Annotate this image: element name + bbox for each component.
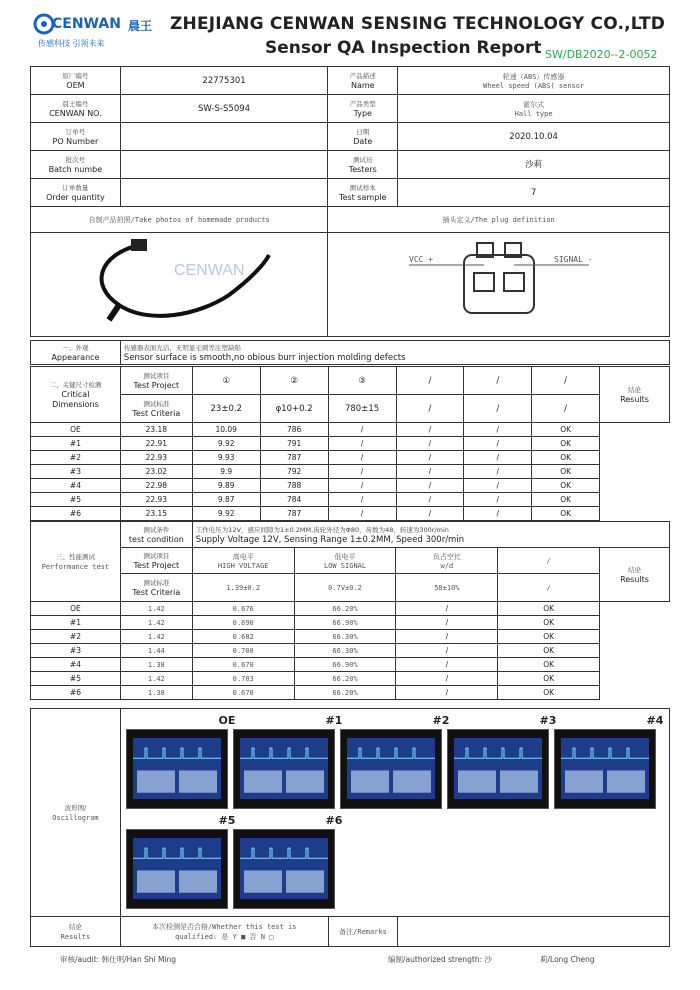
cell-result: OK	[532, 493, 600, 507]
cell-value: 788	[260, 479, 328, 493]
name-label	[328, 67, 398, 95]
logo-slogan: 传感科技 引领未来	[38, 39, 105, 48]
table-cell: /	[464, 367, 532, 395]
cell-value: 1.42	[120, 630, 192, 644]
cell-text: Batch numbe	[48, 164, 103, 174]
cell-value: 791	[260, 437, 328, 451]
cell-empty: /	[396, 479, 464, 493]
table-row	[31, 630, 670, 644]
scope-screen	[240, 838, 328, 899]
remarks-label: 备注/Remarks	[328, 917, 398, 947]
cell-text: 测试条件	[143, 525, 170, 534]
row-id: #2	[31, 630, 121, 644]
cell-value: 792	[260, 465, 328, 479]
table-cell: ①	[192, 367, 260, 395]
results-label	[31, 917, 121, 947]
batch-label	[31, 151, 121, 179]
cell-value: 66.30%	[294, 644, 396, 658]
appearance-table	[30, 340, 670, 365]
table-cell: ②	[260, 367, 328, 395]
cell-value: 0.676	[192, 602, 294, 616]
cell-text: 传感器表面光洁，无明显毛刺等注塑缺陷	[123, 343, 241, 352]
cell-result: OK	[532, 507, 600, 521]
table-row	[31, 423, 670, 437]
table-cell	[120, 522, 192, 548]
cell-text: Sensor surface is smooth,no obious burr injection molding defects	[123, 352, 406, 363]
cell-value: 9.87	[192, 493, 260, 507]
cell-text: 波形图/	[64, 803, 87, 812]
oem-label	[31, 67, 121, 95]
cell-empty: /	[464, 423, 532, 437]
cell-value: 9.89	[192, 479, 260, 493]
cell-value: 1.42	[120, 672, 192, 686]
row-id: OE	[31, 423, 121, 437]
svg-text:CENWAN: CENWAN	[174, 261, 245, 279]
cell-text: 测试项目	[143, 551, 170, 560]
cell-text: 二、关键尺寸检测	[49, 380, 102, 389]
plug-definition-cell	[328, 233, 670, 337]
cell-value: 66.20%	[294, 672, 396, 686]
cell-text: Oscillogram	[52, 813, 99, 822]
cell-value: 9.92	[192, 437, 260, 451]
info-table	[30, 66, 670, 337]
cell-empty: /	[464, 507, 532, 521]
table-cell: 50±10%	[396, 574, 498, 602]
oscillogram-title: #2	[432, 714, 450, 727]
table-cell: /	[532, 395, 600, 423]
sensor-photo-icon	[79, 235, 279, 331]
photos-header: 自制产品拍照/Take photos of homemade products	[31, 207, 328, 233]
row-id: #5	[31, 672, 121, 686]
cell-text: Type	[353, 108, 372, 118]
row-id: #6	[31, 686, 121, 700]
cell-text: 产品类型	[349, 99, 376, 108]
cell-text: Results	[620, 394, 649, 404]
cell-text: 低电平	[334, 552, 356, 561]
cell-value: 22.98	[120, 479, 192, 493]
testers-value: 沙莉	[398, 151, 670, 179]
table-row	[31, 658, 670, 672]
cell-result: OK	[498, 616, 600, 630]
cell-empty: /	[464, 437, 532, 451]
scope-screen	[561, 738, 649, 799]
cell-value: 66.20%	[294, 686, 396, 700]
table-row	[31, 672, 670, 686]
cell-value: 1.38	[120, 686, 192, 700]
cell-value: 0.700	[192, 644, 294, 658]
date-value: 2020.10.04	[398, 123, 670, 151]
row-id: #3	[31, 644, 121, 658]
table-cell: /	[464, 395, 532, 423]
table-cell: 0.7V±0.2	[294, 574, 396, 602]
oscillogram-cell	[120, 709, 669, 917]
cell-text: Testers	[348, 164, 377, 174]
table-row	[31, 465, 670, 479]
row-id: #2	[31, 451, 121, 465]
qty-value	[120, 179, 327, 207]
table-cell	[600, 367, 670, 423]
waveform-icon	[347, 738, 435, 799]
waveform-icon	[454, 738, 542, 799]
oscillogram-image	[554, 714, 664, 809]
cell-value: 786	[260, 423, 328, 437]
cell-value: 0.682	[192, 630, 294, 644]
cell-text: HIGH VOLTAGE	[217, 561, 269, 570]
row-id: #6	[31, 507, 121, 521]
cell-text: 测试样本	[349, 183, 376, 192]
cell-text: Test Project	[133, 560, 180, 570]
cell-empty: /	[328, 465, 396, 479]
critical-table	[30, 366, 670, 521]
oscillogram-label	[31, 709, 121, 917]
critical-label	[31, 367, 121, 423]
oscillogram-table	[30, 708, 670, 917]
cell-text: 订单数量	[62, 183, 89, 192]
cell-result: OK	[532, 465, 600, 479]
cell-result: OK	[532, 423, 600, 437]
cell-text: Test Project	[133, 380, 180, 390]
row-id: OE	[31, 602, 121, 616]
table-cell	[396, 548, 498, 574]
report-code: SW/DB2020--2-0052	[545, 48, 658, 61]
table-cell: 780±15	[328, 395, 396, 423]
oscillogram-title: #6	[325, 814, 343, 827]
po-label	[31, 123, 121, 151]
cell-text: 订单号	[65, 127, 86, 136]
cell-empty: /	[396, 493, 464, 507]
svg-text:VCC +: VCC +	[408, 254, 433, 264]
waveform-icon	[133, 738, 221, 799]
table-cell	[498, 548, 600, 574]
type-value	[398, 95, 670, 123]
cell-text: 高电平	[232, 552, 254, 561]
cell-text: Performance test	[41, 562, 110, 571]
cell-text: CENWAN NO.	[49, 108, 102, 118]
cell-text: 结论	[628, 565, 642, 574]
cell-value: 66.90%	[294, 658, 396, 672]
report-title: Sensor QA Inspection Report	[265, 38, 542, 58]
cell-empty: /	[464, 451, 532, 465]
row-id: #3	[31, 465, 121, 479]
oscillogram-title: #5	[218, 814, 236, 827]
cell-text: LOW SIGNAL	[323, 561, 367, 570]
cell-value: 784	[260, 493, 328, 507]
qty-label	[31, 179, 121, 207]
cell-text: /	[546, 556, 551, 565]
cell-text: Order quantity	[46, 192, 105, 202]
svg-text:SIGNAL -: SIGNAL -	[553, 254, 593, 264]
testers-label	[328, 151, 398, 179]
remarks-value	[398, 917, 670, 947]
cell-empty: /	[396, 658, 498, 672]
company-name: ZHEJIANG CENWAN SENSING TECHNOLOGY CO.,LTD	[170, 14, 666, 34]
table-row	[31, 507, 670, 521]
cell-text: Test Criteria	[132, 587, 181, 597]
appearance-text	[120, 341, 669, 365]
appearance-label	[31, 341, 121, 365]
oem-value: 22775301	[120, 67, 327, 95]
cell-empty: /	[396, 602, 498, 616]
footer-long-cheng: 莉/Long Cheng	[540, 955, 595, 964]
footer-authorized: 编制/authorized strength: 沙	[388, 955, 493, 964]
oscillogram-title: #3	[539, 714, 557, 727]
scope-screen	[133, 738, 221, 799]
cell-text: 霍尔式	[523, 100, 545, 109]
cell-text: Dimensions	[52, 399, 99, 409]
logo-text: CENWAN	[52, 16, 121, 32]
table-cell: /	[498, 574, 600, 602]
table-row	[31, 451, 670, 465]
waveform-icon	[561, 738, 649, 799]
cell-text: w/d	[440, 561, 454, 570]
cell-value: 22.93	[120, 493, 192, 507]
waveform-icon	[240, 838, 328, 899]
scope-screen	[133, 838, 221, 899]
cell-result: OK	[498, 658, 600, 672]
cell-text: 日期	[356, 127, 370, 136]
row-id: #1	[31, 616, 121, 630]
cell-empty: /	[328, 507, 396, 521]
cell-empty: /	[396, 465, 464, 479]
oscillogram-image	[447, 714, 557, 809]
table-cell: φ10+0.2	[260, 395, 328, 423]
cell-text: Supply Voltage 12V, Sensing Range 1±0.2MM, Speed 300r/min	[195, 534, 465, 545]
plug-header: 插头定义/The plug definition	[328, 207, 670, 233]
cell-text: Test Criteria	[132, 408, 181, 418]
cell-empty: /	[396, 686, 498, 700]
results-table	[30, 916, 670, 947]
cell-value: 9.93	[192, 451, 260, 465]
table-row	[31, 644, 670, 658]
oscillogram-image	[126, 814, 236, 909]
table-cell	[192, 548, 294, 574]
cell-value: 1.38	[120, 658, 192, 672]
date-label	[328, 123, 398, 151]
table-cell: ③	[328, 367, 396, 395]
cell-text: 测试员	[353, 155, 373, 164]
cell-text: 测试标准	[143, 578, 170, 587]
cell-empty: /	[396, 507, 464, 521]
oscillogram-image	[233, 814, 343, 909]
cell-result: OK	[532, 479, 600, 493]
table-cell: /	[396, 395, 464, 423]
cell-result: OK	[532, 451, 600, 465]
cell-value: 787	[260, 507, 328, 521]
cell-value: 0.670	[192, 686, 294, 700]
cell-result: OK	[498, 686, 600, 700]
footer-audit: 审核/audit: 韩仕明/Han Shi Ming	[60, 955, 177, 964]
table-cell	[120, 548, 192, 574]
cell-text: 三、性能测试	[55, 552, 95, 561]
cell-text: 轮速（ABS）传感器	[502, 72, 565, 81]
cell-empty: /	[396, 644, 498, 658]
table-cell	[600, 548, 670, 602]
cell-text: 测试标准	[143, 399, 170, 408]
cell-text: 一、外观	[62, 343, 89, 352]
cell-text: 批次号	[65, 155, 86, 164]
cell-empty: /	[396, 423, 464, 437]
cell-empty: /	[396, 672, 498, 686]
cell-value: 23.02	[120, 465, 192, 479]
cell-text: 结论	[628, 385, 642, 394]
cell-value: 10.09	[192, 423, 260, 437]
cell-value: 1.44	[120, 644, 192, 658]
cell-text: Appearance	[51, 352, 100, 362]
cell-text: 测试项目	[143, 371, 170, 380]
cell-value: 1.42	[120, 602, 192, 616]
cell-empty: /	[464, 493, 532, 507]
cell-text: OEM	[66, 80, 85, 90]
cell-value: 1.42	[120, 616, 192, 630]
cell-value: 22.91	[120, 437, 192, 451]
row-id: #4	[31, 479, 121, 493]
cell-text: Name	[350, 80, 375, 90]
cell-text: PO Number	[52, 136, 99, 146]
results-text	[120, 917, 328, 947]
cell-value: 0.670	[192, 658, 294, 672]
company-logo	[30, 10, 160, 52]
cell-value: 787	[260, 451, 328, 465]
row-id: #4	[31, 658, 121, 672]
table-row	[31, 479, 670, 493]
cell-value: 66.30%	[294, 630, 396, 644]
cell-empty: /	[464, 465, 532, 479]
oscillogram-title: #1	[325, 714, 343, 727]
cell-text: test condition	[128, 534, 184, 544]
table-row	[31, 616, 670, 630]
waveform-icon	[240, 738, 328, 799]
oscillogram-title: #4	[646, 714, 664, 727]
table-cell	[294, 548, 396, 574]
table-cell	[120, 574, 192, 602]
oscillogram-image	[233, 714, 343, 809]
cell-value: 0.703	[192, 672, 294, 686]
cell-result: OK	[532, 437, 600, 451]
cell-text: 产品描述	[349, 71, 376, 80]
oscillogram-title: OE	[218, 714, 236, 727]
cell-text: 负占空比	[432, 552, 461, 561]
sample-label	[328, 179, 398, 207]
product-photo-cell	[31, 233, 328, 337]
table-cell: 23±0.2	[192, 395, 260, 423]
row-id: #5	[31, 493, 121, 507]
cell-text: 晨王编号	[62, 99, 89, 108]
cell-value: 23.15	[120, 507, 192, 521]
cell-value: 22.93	[120, 451, 192, 465]
table-row	[31, 602, 670, 616]
waveform-icon	[133, 838, 221, 899]
test-condition	[192, 522, 669, 548]
cell-result: OK	[498, 672, 600, 686]
scope-screen	[240, 738, 328, 799]
cell-value: 66.90%	[294, 616, 396, 630]
oscillogram-image	[340, 714, 450, 809]
cell-value: 0.690	[192, 616, 294, 630]
cell-text: qualified: 是 Y ■ 否 N □	[175, 932, 274, 941]
table-row	[31, 437, 670, 451]
cell-result: OK	[498, 630, 600, 644]
cell-empty: /	[328, 423, 396, 437]
table-cell	[120, 367, 192, 395]
cell-text: Date	[353, 136, 373, 146]
cell-value: 23.18	[120, 423, 192, 437]
cell-value: 66.20%	[294, 602, 396, 616]
row-id: #1	[31, 437, 121, 451]
table-cell: /	[396, 367, 464, 395]
cell-empty: /	[396, 616, 498, 630]
cell-empty: /	[396, 451, 464, 465]
cell-text: Results	[60, 932, 91, 941]
table-cell	[120, 395, 192, 423]
name-value	[398, 67, 670, 95]
cell-result: OK	[498, 602, 600, 616]
table-row	[31, 493, 670, 507]
type-label	[328, 95, 398, 123]
table-cell: /	[532, 367, 600, 395]
sample-value: 7	[398, 179, 670, 207]
performance-table	[30, 521, 670, 700]
cell-text: 本次检测是否合格/Whether this test is	[151, 922, 297, 931]
oscillogram-image	[126, 714, 236, 809]
cell-empty: /	[396, 437, 464, 451]
cell-result: OK	[498, 644, 600, 658]
cell-empty: /	[464, 479, 532, 493]
table-cell: 1.39±0.2	[192, 574, 294, 602]
cell-text: 原厂编号	[62, 71, 89, 80]
cell-empty: /	[328, 451, 396, 465]
plug-diagram-icon	[349, 235, 649, 331]
cell-text: Wheel speed (ABS) sensor	[483, 81, 585, 90]
cenwan-value: SW-S-S5094	[120, 95, 327, 123]
scope-screen	[454, 738, 542, 799]
cell-text: Critical	[61, 389, 90, 399]
cell-empty: /	[396, 630, 498, 644]
scope-screen	[347, 738, 435, 799]
cell-empty: /	[328, 479, 396, 493]
cell-text: 工作电压为12V，感应间隙为1±0.2MM,齿轮外径为Φ80，齿数为48，转速为300r/min	[195, 525, 449, 534]
cenwan-label	[31, 95, 121, 123]
logo-cn: 晨王	[128, 19, 153, 33]
table-row	[31, 686, 670, 700]
cell-text: Hall type	[514, 109, 553, 118]
cell-value: 9.9	[192, 465, 260, 479]
po-value	[120, 123, 327, 151]
cell-empty: /	[328, 493, 396, 507]
cell-text: 结论	[68, 922, 82, 931]
cell-value: 9.92	[192, 507, 260, 521]
cell-text: Results	[620, 574, 649, 584]
batch-value	[120, 151, 327, 179]
cell-empty: /	[328, 437, 396, 451]
performance-label	[31, 522, 121, 602]
cell-text: Test sample	[339, 192, 387, 202]
